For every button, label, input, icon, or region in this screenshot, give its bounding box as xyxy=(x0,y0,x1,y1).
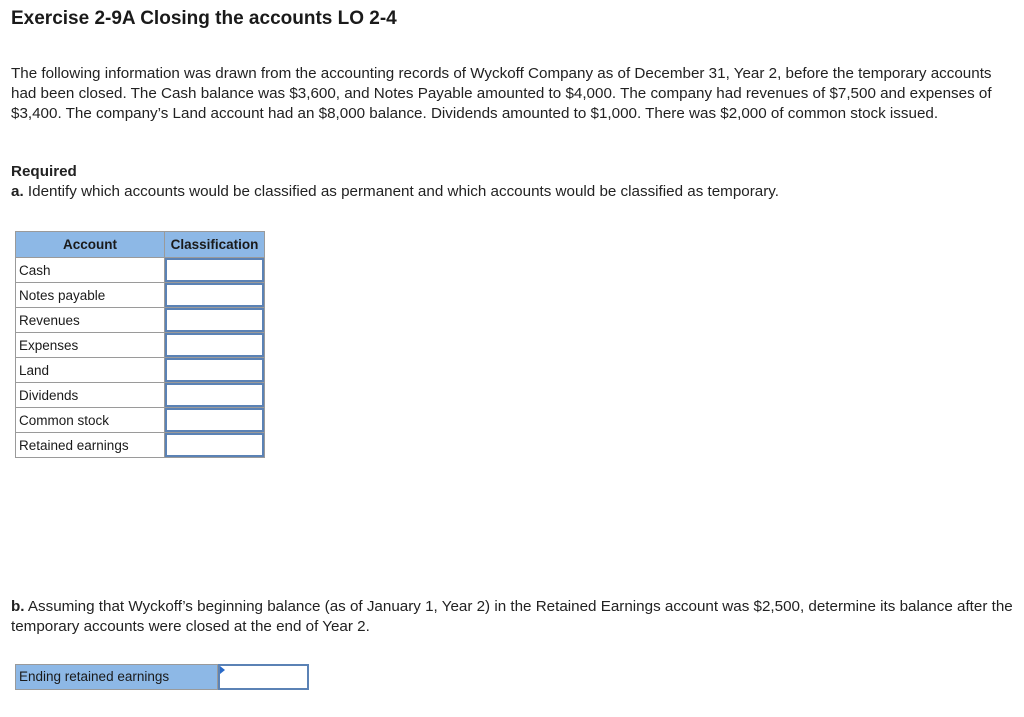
table-row xyxy=(16,358,265,383)
part-a-letter: a. xyxy=(11,183,24,200)
classification-dropdown[interactable] xyxy=(165,383,264,407)
classification-cell xyxy=(165,408,265,433)
part-b-text: Assuming that Wyckoff’s beginning balance (as of January 1, Year 2) in the Retained Earnings account was $2,500, determine its balance after the temporary accounts were closed at the end of Year 2. xyxy=(11,598,1013,635)
classification-cell xyxy=(165,333,265,358)
account-name-cell: Notes payable xyxy=(16,283,165,308)
dropdown-indicator-icon xyxy=(220,666,225,674)
account-name-cell: Cash xyxy=(16,258,165,283)
classification-cell xyxy=(165,358,265,383)
table-body xyxy=(16,258,265,458)
classification-dropdown[interactable] xyxy=(165,333,264,357)
account-name-cell: Revenues xyxy=(16,308,165,333)
table-row xyxy=(16,258,265,283)
exercise-title: Exercise 2-9A Closing the accounts LO 2-4 xyxy=(11,8,397,29)
table-row xyxy=(16,283,265,308)
classification-cell xyxy=(165,283,265,308)
classification-cell xyxy=(165,308,265,333)
classification-cell xyxy=(165,433,265,458)
ending-retained-earnings-input[interactable] xyxy=(220,666,307,688)
ending-retained-earnings-field[interactable] xyxy=(218,664,309,690)
account-column-header: Account xyxy=(16,232,165,258)
account-name-cell: Common stock xyxy=(16,408,165,433)
exercise-intro: The following information was drawn from the accounting records of Wyckoff Company as of December 31, Year 2, before the temporary accounts had been closed. The Cash balance was $3,600, and Notes Payable amounted to $4,000. The company had revenues of $7,500 and expenses of $3,400. The company’s Land account had an $8,000 balance. Dividends amounted to $1,000. There was $2,000 of common stock issued. xyxy=(11,65,992,122)
classification-dropdown[interactable] xyxy=(165,433,264,457)
account-name-cell: Expenses xyxy=(16,333,165,358)
account-name-cell: Land xyxy=(16,358,165,383)
required-heading: Required xyxy=(11,163,77,180)
classification-dropdown[interactable] xyxy=(165,308,264,332)
part-a-text: Identify which accounts would be classified as permanent and which accounts would be classified as temporary. xyxy=(27,183,779,200)
table-row xyxy=(16,308,265,333)
classification-cell xyxy=(165,383,265,408)
ending-retained-earnings-row xyxy=(15,664,309,690)
table-header-row xyxy=(16,232,265,258)
classification-column-header: Classification xyxy=(165,232,265,258)
classification-dropdown[interactable] xyxy=(165,358,264,382)
account-name-cell: Retained earnings xyxy=(16,433,165,458)
part-b-instruction xyxy=(11,597,1019,637)
table-row xyxy=(16,433,265,458)
ending-retained-earnings-label: Ending retained earnings xyxy=(15,664,218,690)
part-a-instruction xyxy=(11,183,779,200)
table-row xyxy=(16,333,265,358)
table-row xyxy=(16,383,265,408)
classification-dropdown[interactable] xyxy=(165,283,264,307)
classification-table xyxy=(15,231,265,458)
classification-cell xyxy=(165,258,265,283)
account-name-cell: Dividends xyxy=(16,383,165,408)
table-row xyxy=(16,408,265,433)
classification-dropdown[interactable] xyxy=(165,258,264,282)
classification-dropdown[interactable] xyxy=(165,408,264,432)
part-b-letter: b. xyxy=(11,598,25,615)
